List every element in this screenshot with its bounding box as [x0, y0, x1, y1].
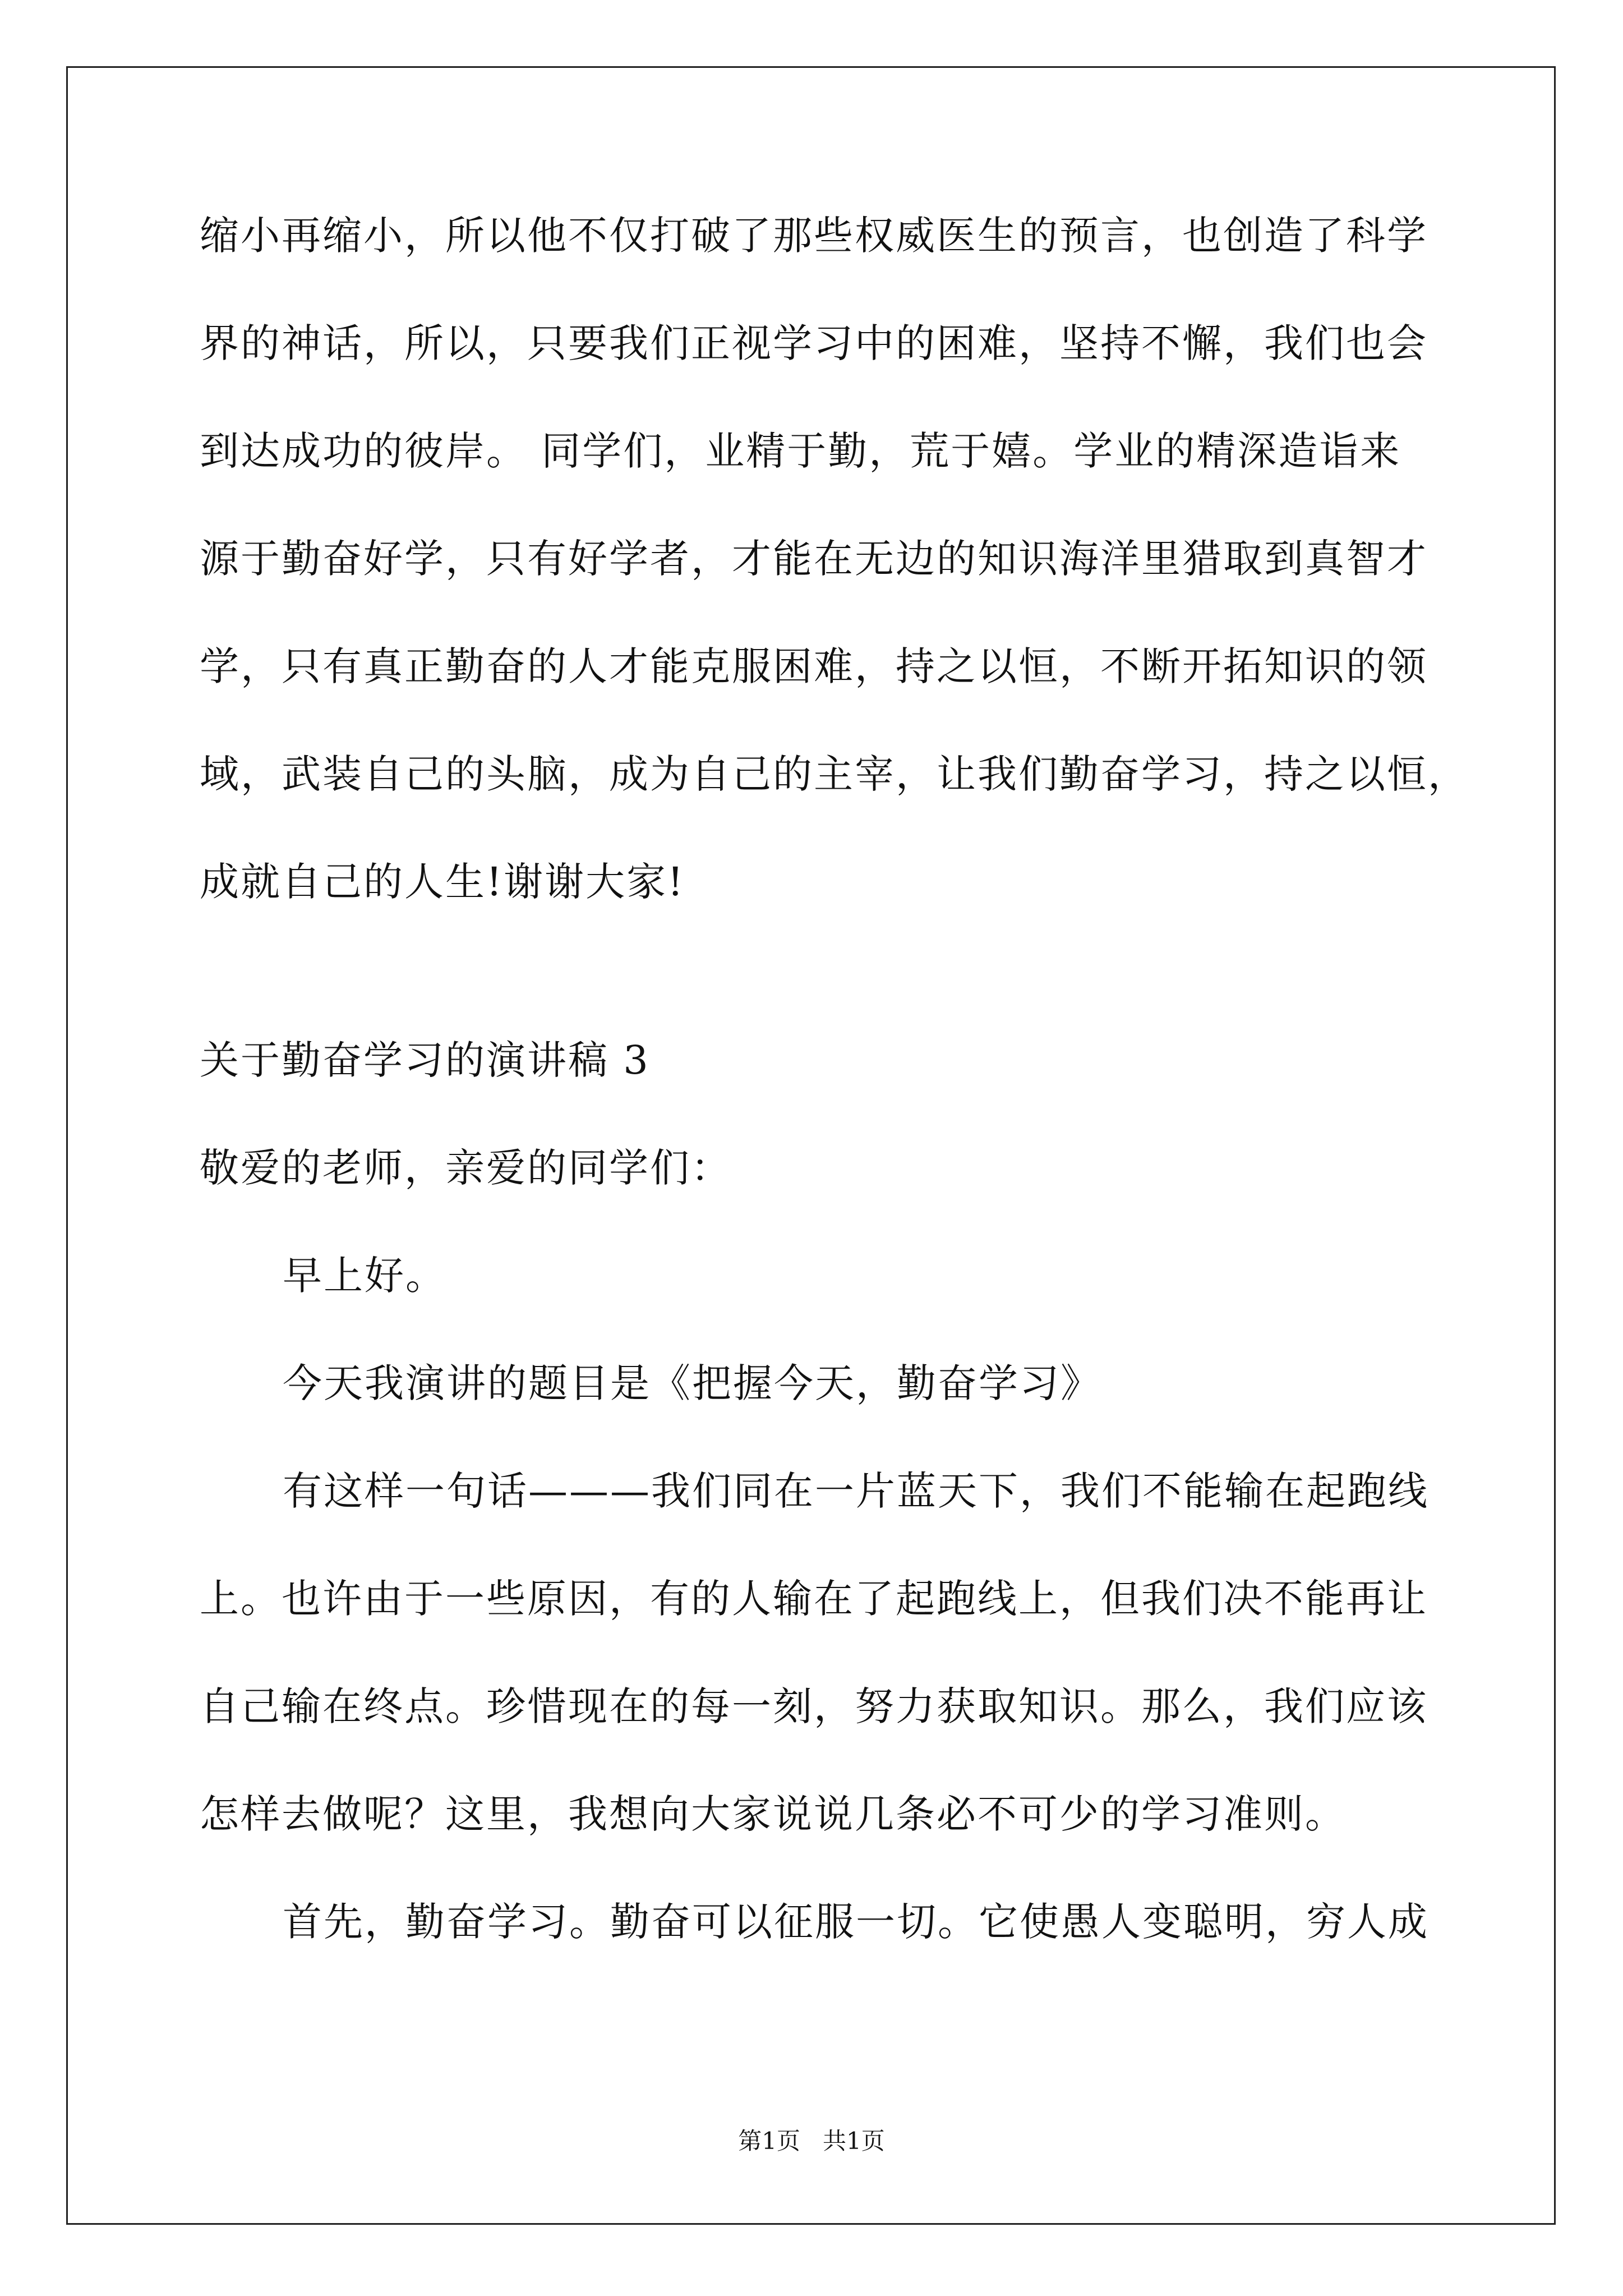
section-title: 关于勤奋学习的演讲稿 3	[200, 1037, 650, 1083]
body-line: 源于勤奋好学，只有好学者，才能在无边的知识海洋里猎取到真智才	[200, 536, 1428, 582]
body-line: 上。也许由于一些原因，有的人输在了起跑线上，但我们决不能再让	[200, 1576, 1428, 1622]
body-line: 到达成功的彼岸。 同学们，业精于勤，荒于嬉。学业的精深造诣来	[200, 428, 1401, 474]
body-line: 首先，勤奋学习。勤奋可以征服一切。它使愚人变聪明，穷人成	[283, 1899, 1429, 1945]
body-line: 界的神话，所以，只要我们正视学习中的困难，坚持不懈，我们也会	[200, 320, 1428, 366]
body-line: 早上好。	[283, 1253, 446, 1299]
body-line: 今天我演讲的题目是《把握今天，勤奋学习》	[283, 1360, 1101, 1406]
body-line: 自己输在终点。珍惜现在的每一刻，努力获取知识。那么，我们应该	[200, 1683, 1428, 1729]
body-line: 成就自己的人生!谢谢大家!	[200, 859, 685, 905]
body-line: 域，武装自己的头脑，成为自己的主宰，让我们勤奋学习，持之以恒，	[200, 751, 1469, 797]
salutation: 敬爱的老师，亲爱的同学们：	[200, 1145, 732, 1191]
page-footer: 第1页 共1页	[738, 2127, 885, 2155]
body-line: 学，只有真正勤奋的人才能克服困难，持之以恒，不断开拓知识的领	[200, 643, 1428, 689]
body-line: 有这样一句话———我们同在一片蓝天下，我们不能输在起跑线	[283, 1468, 1429, 1514]
body-line: 怎样去做呢？这里，我想向大家说说几条必不可少的学习准则。	[200, 1791, 1346, 1837]
body-line: 缩小再缩小，所以他不仅打破了那些权威医生的预言，也创造了科学	[200, 213, 1428, 259]
